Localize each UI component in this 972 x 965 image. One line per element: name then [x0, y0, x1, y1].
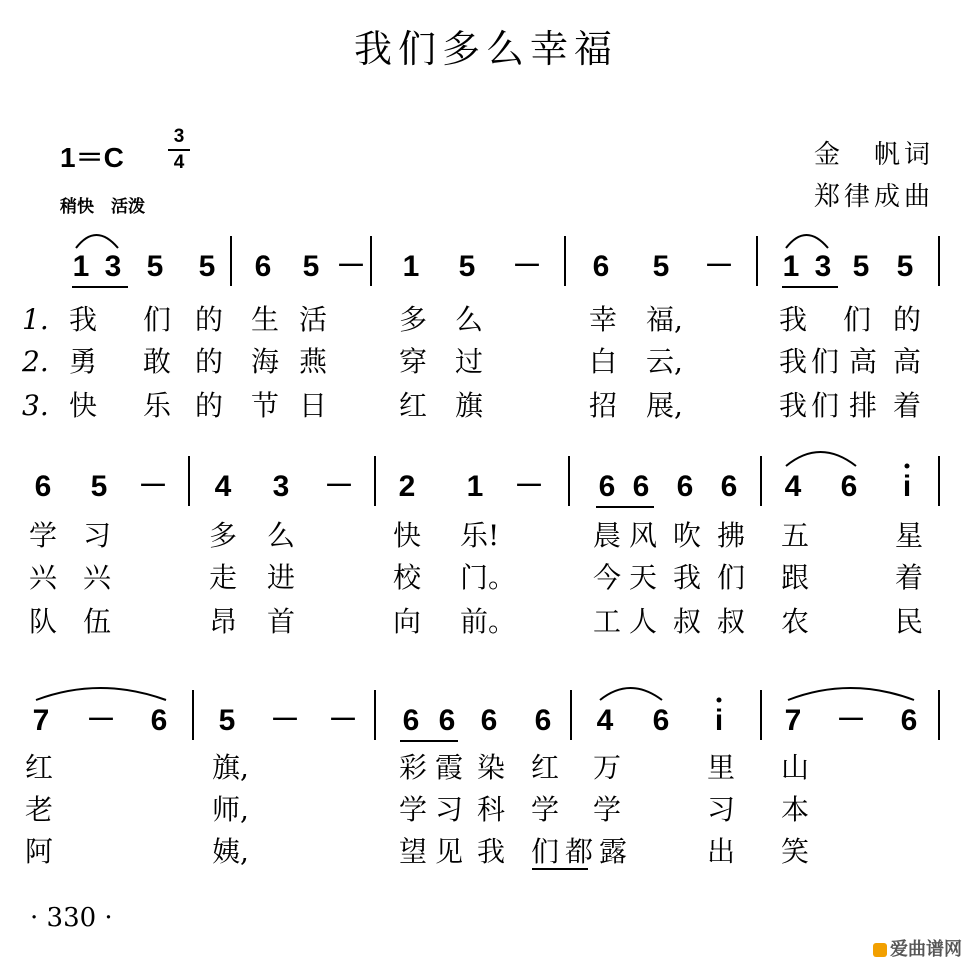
lyric-syllable: 我 [476, 835, 505, 868]
slur [786, 452, 856, 466]
lyric-syllable: 人 [628, 605, 657, 638]
lyric-syllable: 红 [24, 751, 53, 784]
lyric-syllable: 快 [68, 389, 97, 422]
note: 6 [402, 704, 420, 737]
note: 6 [676, 470, 694, 503]
lyric-syllable: 前。 [460, 605, 517, 638]
lyricist-credit: 金 帆词 [813, 140, 934, 170]
lyric-syllable: 工 [592, 605, 621, 638]
lyric-syllable: 叔 [716, 605, 745, 638]
lyric-syllable: 见 [434, 835, 463, 868]
lyric-syllable: 高 [892, 345, 921, 378]
lyric-syllable: 今 [592, 561, 621, 594]
lyric-syllable: 拂 [716, 519, 745, 552]
note: 4 [596, 704, 614, 737]
note: 3 [814, 250, 832, 283]
lyric-syllable: 学 [398, 793, 427, 826]
lyric-syllable: 兴 [28, 561, 57, 594]
lyric-syllable: 向 [392, 605, 421, 638]
lyric-syllable: 习 [434, 793, 463, 826]
note: 5 [652, 250, 670, 283]
lyric-syllable: 露 [598, 835, 627, 868]
lyric-syllable: 我 [672, 561, 701, 594]
watermark-logo-icon [873, 943, 887, 957]
slur [788, 688, 914, 700]
note: 3 [272, 470, 290, 503]
lyric-syllable: 么 [266, 519, 295, 552]
note: 6 [534, 704, 552, 737]
lyric-syllable: 阿 [24, 835, 53, 868]
note: 6 [254, 250, 272, 283]
lyric-syllable: 五 [780, 519, 809, 552]
lyric-syllable: 展, [646, 389, 683, 422]
dash: － [86, 704, 116, 737]
lyric-syllable: 进 [266, 561, 295, 594]
slur [36, 688, 166, 700]
lyric-syllable: 多 [208, 519, 237, 552]
lyric-syllable: 科 [476, 793, 505, 826]
note-digit: i [902, 470, 912, 503]
lyric-syllable: 风 [628, 519, 657, 552]
dash: － [704, 250, 734, 283]
high-octave-dot [717, 698, 722, 703]
lyric-syllable: 民 [894, 605, 923, 638]
lyric-syllable: 们 [842, 303, 871, 336]
lyric-syllable: 高 [848, 345, 877, 378]
lyric-syllable: 幸 [588, 303, 617, 336]
lyric-syllable: 们 [716, 561, 745, 594]
note: 6 [720, 470, 738, 503]
note: 5 [896, 250, 914, 283]
note: 6 [652, 704, 670, 737]
time-numerator: 3 [173, 126, 185, 147]
note: 4 [214, 470, 232, 503]
lyric-syllable: 习 [706, 793, 735, 826]
dash: － [270, 704, 300, 737]
lyric-syllable: 敢 [142, 345, 171, 378]
slur [76, 235, 118, 248]
lyric-syllable: 兴 [82, 561, 111, 594]
lyric-syllable: 星 [894, 519, 923, 552]
note: 5 [302, 250, 320, 283]
watermark-text: 爱曲谱网 [890, 939, 962, 960]
note: 1 [72, 250, 90, 283]
note: 6 [632, 470, 650, 503]
note: 5 [458, 250, 476, 283]
song-title: 我们多么幸福 [353, 27, 618, 71]
dash: － [336, 250, 366, 283]
page-number: · 330 · [30, 903, 113, 933]
lyric-syllable: 学 [28, 519, 57, 552]
lyric-syllable: 海 [250, 345, 279, 378]
lyric-syllable: 彩 [398, 751, 427, 784]
dash: － [138, 470, 168, 503]
lyric-syllable: 的 [194, 345, 223, 378]
lyric-syllable: 云, [646, 345, 683, 378]
watermark [873, 935, 962, 961]
note-digit: i [714, 704, 724, 737]
dash: － [836, 704, 866, 737]
lyric-syllable: 红 [398, 389, 427, 422]
note: 6 [592, 250, 610, 283]
dash: － [324, 470, 354, 503]
lyric-syllable: 白 [588, 345, 617, 378]
note: 5 [852, 250, 870, 283]
lyric-syllable: 的 [892, 303, 921, 336]
lyric-syllable: 旗, [212, 751, 249, 784]
lyric-syllable: 老 [24, 793, 53, 826]
lyric-syllable: 多 [398, 303, 427, 336]
lyric-syllable: 们 [530, 835, 559, 868]
note: 6 [840, 470, 858, 503]
lyric-syllable: 出 [706, 835, 735, 868]
lyric-syllable: 学 [592, 793, 621, 826]
lyric-syllable: 乐! [460, 519, 500, 552]
key-signature: 1＝C [60, 142, 124, 173]
lyric-syllable: 姨, [212, 835, 249, 868]
note: 2 [398, 470, 416, 503]
dash: － [514, 470, 544, 503]
lyric-syllable: 我 [778, 303, 807, 336]
lyric-syllable: 乐 [142, 389, 171, 422]
lyric-syllable: 叔 [672, 605, 701, 638]
lyric-syllable: 首 [266, 605, 295, 638]
lyric-syllable: 吹 [672, 519, 701, 552]
time-denominator: 4 [173, 152, 185, 173]
lyric-syllable: 过 [454, 345, 483, 378]
note: 5 [90, 470, 108, 503]
lyric-syllable: 们 [142, 303, 171, 336]
lyric-syllable: 活 [298, 303, 327, 336]
lyric-syllable: 跟 [780, 561, 809, 594]
lyric-syllable: 昂 [208, 605, 237, 638]
lyric-syllable: 们 [810, 345, 839, 378]
tempo-marking: 稍快 活泼 [60, 197, 145, 217]
lyric-syllable: 霞 [434, 751, 463, 784]
lyric-syllable: 排 [848, 389, 877, 422]
lyric-syllable: 走 [208, 561, 237, 594]
slur [786, 235, 828, 248]
lyric-syllable: 山 [780, 751, 809, 784]
lyric-syllable: 勇 [68, 345, 97, 378]
note: 3 [104, 250, 122, 283]
dash: － [328, 704, 358, 737]
lyric-syllable: 晨 [592, 519, 621, 552]
lyric-syllable: 穿 [398, 345, 427, 378]
composer-credit: 郑律成曲 [813, 182, 934, 212]
lyric-syllable: 本 [780, 793, 809, 826]
lyric-syllable: 们 [810, 389, 839, 422]
lyric-syllable: 快 [392, 519, 421, 552]
lyric-syllable: 习 [82, 519, 111, 552]
slur [600, 688, 662, 700]
lyric-syllable: 福, [646, 303, 683, 336]
verse-number: 2. [22, 345, 49, 378]
note: 6 [150, 704, 168, 737]
lyric-syllable: 学 [530, 793, 559, 826]
lyric-syllable: 燕 [298, 345, 327, 378]
lyric-syllable: 门。 [460, 561, 517, 594]
lyric-syllable: 都 [564, 835, 593, 868]
lyric-syllable: 着 [892, 389, 921, 422]
verse-number: 1. [22, 303, 49, 336]
lyric-syllable: 师, [212, 793, 249, 826]
note: 1 [466, 470, 484, 503]
note: 5 [198, 250, 216, 283]
lyric-syllable: 我 [778, 345, 807, 378]
lyric-syllable: 天 [628, 561, 657, 594]
lyric-syllable: 校 [392, 561, 421, 594]
note: 6 [438, 704, 456, 737]
high-octave-dot [905, 464, 910, 469]
lyric-syllable: 旗 [454, 389, 483, 422]
note: 7 [784, 704, 802, 737]
lyric-syllable: 笑 [780, 835, 809, 868]
lyric-syllable: 万 [592, 751, 621, 784]
lyric-syllable: 招 [588, 389, 617, 422]
note: 1 [782, 250, 800, 283]
dash: － [512, 250, 542, 283]
lyric-syllable: 着 [894, 561, 923, 594]
note: 7 [32, 704, 50, 737]
lyric-syllable: 红 [530, 751, 559, 784]
note: 4 [784, 470, 802, 503]
note: 1 [402, 250, 420, 283]
note: 6 [900, 704, 918, 737]
note: 6 [598, 470, 616, 503]
note: 6 [480, 704, 498, 737]
lyric-syllable: 里 [706, 751, 735, 784]
lyric-syllable: 么 [454, 303, 483, 336]
lyric-syllable: 望 [398, 835, 427, 868]
note: 6 [34, 470, 52, 503]
lyric-syllable: 节 [250, 389, 279, 422]
lyric-syllable: 的 [194, 303, 223, 336]
lyric-syllable: 我 [68, 303, 97, 336]
lyric-syllable: 日 [298, 389, 327, 422]
lyric-syllable: 伍 [82, 605, 111, 638]
lyric-syllable: 的 [194, 389, 223, 422]
note: 5 [218, 704, 236, 737]
verse-number: 3. [22, 389, 49, 422]
lyric-syllable: 我 [778, 389, 807, 422]
note: 5 [146, 250, 164, 283]
lyric-syllable: 生 [250, 303, 279, 336]
lyric-syllable: 染 [476, 751, 505, 784]
lyric-syllable: 农 [780, 605, 809, 638]
lyric-syllable: 队 [28, 605, 57, 638]
